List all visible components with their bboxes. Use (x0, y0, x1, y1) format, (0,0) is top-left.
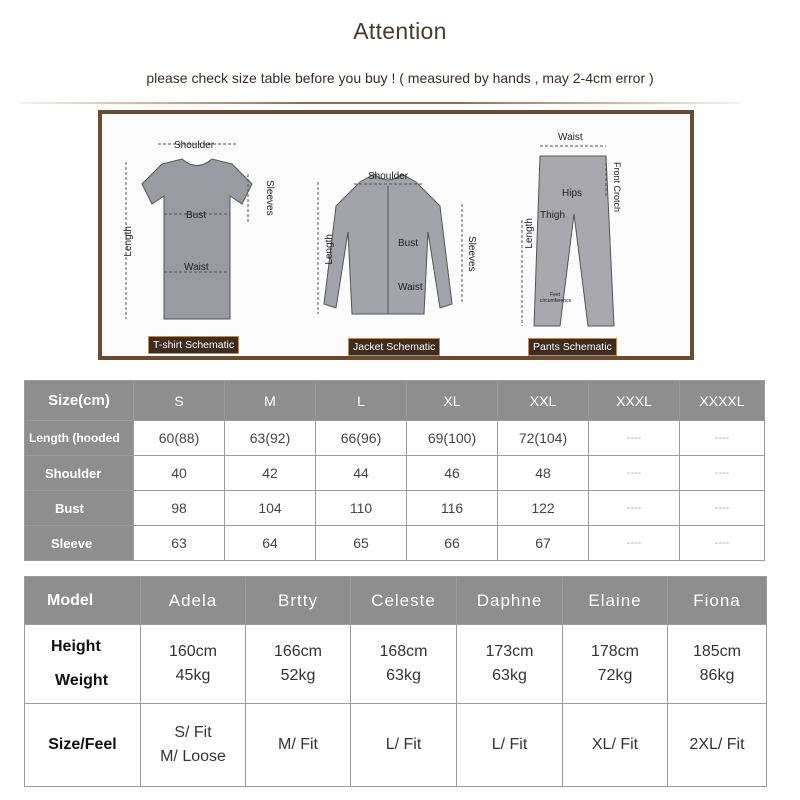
size-col-header: XXXL (589, 381, 680, 421)
weight-label: Weight (55, 672, 109, 689)
table-cell (457, 625, 563, 704)
height-weight-row (25, 625, 767, 704)
size-feel-value: XL/ Fit (591, 736, 639, 753)
table-row (25, 526, 765, 561)
size-col-header: M (225, 381, 316, 421)
table-cell: ---- (589, 526, 680, 561)
table-cell: 60(88) (134, 421, 225, 456)
table-cell (351, 625, 457, 704)
table-row (25, 491, 765, 526)
row-label: Shoulder (25, 456, 134, 491)
weight-value: 72kg (597, 667, 633, 684)
table-cell: 110 (316, 491, 407, 526)
table-cell (668, 704, 767, 787)
size-feel-value: L/ Fit (385, 736, 422, 753)
pants-waist-label: Waist (558, 132, 583, 143)
table-cell: 104 (225, 491, 316, 526)
size-feel-row (25, 704, 767, 787)
tshirt-drawing (142, 159, 252, 319)
table-cell: 122 (498, 491, 589, 526)
height-value: 168cm (379, 643, 428, 660)
table-cell (246, 625, 351, 704)
table-cell: 40 (134, 456, 225, 491)
table-row (25, 421, 765, 456)
table-cell: 48 (498, 456, 589, 491)
row-label: Bust (25, 491, 134, 526)
table-cell: 42 (225, 456, 316, 491)
size-col-header: XXL (498, 381, 589, 421)
model-name: Brtty (246, 577, 351, 625)
jacket-waist-label: Waist (398, 282, 423, 293)
size-header-row (25, 381, 765, 421)
jacket-length-label: Length (324, 234, 335, 265)
pants-thigh-label: Thigh (540, 210, 566, 221)
table-cell: 63 (134, 526, 225, 561)
table-cell: ---- (680, 491, 765, 526)
table-cell: ---- (589, 421, 680, 456)
size-header-label: Size(cm) (25, 381, 134, 421)
size-col-header: L (316, 381, 407, 421)
height-label: Height (51, 638, 101, 655)
size-col-header: XL (407, 381, 498, 421)
pants-feet-label: Feet circumference (540, 292, 572, 304)
weight-value: 63kg (386, 667, 421, 684)
table-cell: 69(100) (407, 421, 498, 456)
table-cell (246, 704, 351, 787)
table-cell (351, 704, 457, 787)
model-name: Celeste (351, 577, 457, 625)
table-cell (563, 704, 668, 787)
jacket-schematic-tag: Jacket Schematic (348, 338, 440, 356)
pants-hips-label: Hips (562, 188, 583, 199)
tshirt-length-label: Length (123, 226, 134, 257)
table-cell: 67 (498, 526, 589, 561)
weight-value: 86kg (699, 667, 735, 684)
table-cell (457, 704, 563, 787)
table-cell: 65 (316, 526, 407, 561)
size-feel-value: M/ Fit (278, 736, 318, 753)
table-cell: 98 (134, 491, 225, 526)
table-cell: 116 (407, 491, 498, 526)
table-cell: 66 (407, 526, 498, 561)
model-table (24, 576, 767, 787)
table-cell: 44 (316, 456, 407, 491)
size-table (24, 380, 765, 561)
size-col-header: XXXXL (680, 381, 765, 421)
table-cell: 63(92) (225, 421, 316, 456)
tshirt-schematic-tag: T-shirt Schematic (148, 336, 239, 354)
table-cell: ---- (680, 421, 765, 456)
tshirt-shoulder-label: Shoulder (174, 140, 215, 151)
weight-value: 45kg (175, 667, 211, 684)
table-cell: 64 (225, 526, 316, 561)
size-feel-label: Size/Feel (25, 704, 141, 787)
jacket-drawing (324, 174, 452, 314)
size-feel-value: M/ Loose (160, 748, 226, 765)
table-cell: 72(104) (498, 421, 589, 456)
pants-schematic-tag: Pants Schematic (528, 338, 617, 356)
model-name: Daphne (457, 577, 563, 625)
height-value: 166cm (273, 643, 323, 660)
jacket-shoulder-label: Shoulder (368, 171, 409, 182)
table-cell: ---- (680, 526, 765, 561)
height-value: 173cm (485, 643, 534, 660)
pants-front-crotch-label: Front Crotch (612, 162, 622, 213)
height-value: 178cm (590, 643, 640, 660)
table-cell: ---- (589, 456, 680, 491)
table-cell (141, 704, 246, 787)
pants-length-label: Length (524, 218, 535, 249)
size-feel-value: L/ Fit (491, 736, 528, 753)
height-value: 185cm (692, 643, 742, 660)
weight-value: 63kg (492, 667, 527, 684)
size-feel-value: 2XL/ Fit (689, 736, 745, 753)
table-row (25, 456, 765, 491)
table-cell (668, 625, 767, 704)
model-header-label: Model (25, 577, 141, 625)
model-name: Adela (141, 577, 246, 625)
table-cell (563, 625, 668, 704)
model-header-row (25, 577, 767, 625)
jacket-sleeves-label: Sleeves (466, 236, 477, 272)
table-cell: ---- (680, 456, 765, 491)
table-cell (141, 625, 246, 704)
height-weight-label (25, 625, 141, 704)
tshirt-waist-label: Waist (184, 262, 209, 273)
size-notice: please check size table before you buy ! ( measured by hands , may 2-4cm error ) (146, 70, 654, 86)
tshirt-bust-label: Bust (186, 210, 207, 221)
table-cell: ---- (589, 491, 680, 526)
row-label: Length (hooded (25, 421, 134, 456)
schematic-panel (98, 110, 694, 360)
model-name: Fiona (668, 577, 767, 625)
weight-value: 52kg (280, 667, 316, 684)
row-label: Sleeve (25, 526, 134, 561)
jacket-bust-label: Bust (398, 238, 419, 249)
divider (20, 102, 740, 104)
table-cell: 66(96) (316, 421, 407, 456)
model-name: Elaine (563, 577, 668, 625)
size-feel-value: S/ Fit (174, 724, 212, 741)
page-title: Attention (353, 18, 447, 44)
tshirt-sleeves-label: Sleeves (264, 180, 275, 216)
table-cell: 46 (407, 456, 498, 491)
height-value: 160cm (168, 643, 218, 660)
size-col-header: S (134, 381, 225, 421)
